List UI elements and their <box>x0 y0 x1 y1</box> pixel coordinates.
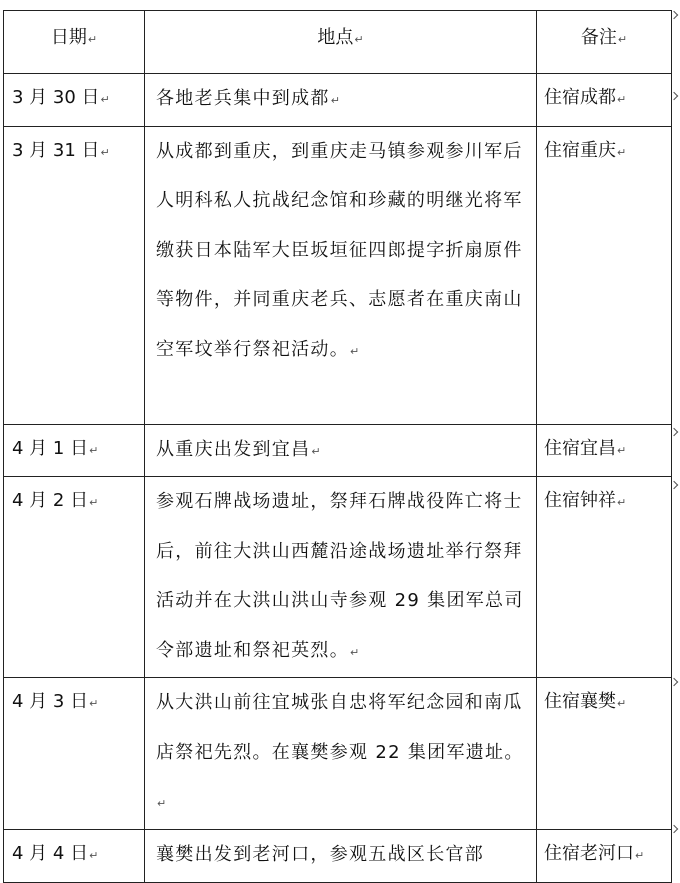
header-date-cell <box>4 11 145 74</box>
paragraph-mark-icon: ↵ <box>617 443 627 457</box>
note-cell <box>537 424 672 477</box>
header-note: 备注 <box>580 27 617 48</box>
paragraph-mark-icon: ↵ <box>89 848 99 862</box>
paragraph-mark-icon: ↵ <box>89 496 99 509</box>
paragraph-mark-icon: ↵ <box>311 444 322 458</box>
row-date: 4 月 3 日 <box>12 691 89 712</box>
place-cell <box>145 126 537 424</box>
header-place: 地点 <box>317 27 354 48</box>
note-cell <box>537 678 672 830</box>
header-note-cell <box>537 11 672 74</box>
table-row <box>4 829 672 882</box>
row-place: 参观石牌战场遗址，祭拜石牌战役阵亡将士后，前往大洪山西麓沿途战场遗址举行祭拜活动并在大洪山洪山寺参观 29 集团军总司令部遗址和祭祀英烈。 <box>156 491 524 661</box>
table-row <box>4 74 672 127</box>
note-cell <box>537 74 672 127</box>
note-cell <box>537 477 672 678</box>
paragraph-mark-icon: ↵ <box>350 645 361 659</box>
paragraph-mark-icon: ↵ <box>89 443 99 457</box>
paragraph-mark-icon: ↵ <box>617 93 627 106</box>
paragraph-mark-icon: ↵ <box>354 33 364 46</box>
row-note: 住宿老河口 <box>544 842 634 864</box>
paragraph-mark-icon: ↵ <box>617 496 627 509</box>
table-row <box>4 126 672 424</box>
paragraph-mark-icon: ↵ <box>330 94 342 107</box>
row-note: 住宿成都 <box>544 87 616 108</box>
row-note: 住宿钟祥 <box>544 490 616 511</box>
date-cell <box>4 477 145 678</box>
paragraph-mark-icon: ↵ <box>350 344 361 358</box>
row-place: 各地老兵集中到成都 <box>156 88 330 109</box>
row-date: 3 月 30 日 <box>12 87 100 108</box>
date-cell <box>4 74 145 127</box>
row-place: 从重庆出发到宜昌 <box>156 438 311 460</box>
date-cell <box>4 829 145 882</box>
row-date: 4 月 1 日 <box>12 437 89 459</box>
row-note: 住宿宜昌 <box>544 437 616 459</box>
note-cell <box>537 126 672 424</box>
paragraph-mark-icon: ↵ <box>157 797 168 810</box>
note-cell <box>537 829 672 882</box>
row-date: 4 月 4 日 <box>12 842 89 864</box>
itinerary-table <box>3 10 672 883</box>
row-place: 从成都到重庆，到重庆走马镇参观参川军后人明科私人抗战纪念馆和珍藏的明继光将军缴获日本陆军大臣坂垣征四郎提字折扇原件等物件，并同重庆老兵、志愿者在重庆南山空军坟举行祭祀活动。 <box>156 140 523 360</box>
table-row <box>4 678 672 830</box>
paragraph-mark-icon: ↵ <box>617 145 627 159</box>
paragraph-mark-icon: ↵ <box>635 848 645 862</box>
table-row <box>4 477 672 678</box>
header-date: 日期 <box>50 27 87 48</box>
paragraph-mark-icon: ↵ <box>87 33 98 46</box>
row-note: 住宿襄樊 <box>544 691 616 712</box>
place-cell <box>145 678 537 830</box>
place-cell <box>145 829 537 882</box>
paragraph-mark-icon: ↵ <box>100 145 110 159</box>
place-cell <box>145 477 537 678</box>
row-date: 3 月 31 日 <box>12 139 100 161</box>
row-date: 4 月 2 日 <box>12 490 89 511</box>
date-cell <box>4 678 145 830</box>
row-place: 襄樊出发到老河口，参观五战区长官部 <box>156 843 485 865</box>
date-cell <box>4 424 145 477</box>
date-cell <box>4 126 145 424</box>
paragraph-mark-icon: ↵ <box>89 697 99 710</box>
row-place: 从大洪山前往宜城张自忠将军纪念园和南瓜店祭祀先烈。在襄樊参观 22 集团军遗址。 <box>156 692 524 763</box>
row-note: 住宿重庆 <box>544 139 616 161</box>
paragraph-mark-icon: ↵ <box>617 33 628 46</box>
paragraph-mark-icon: ↵ <box>100 93 110 106</box>
paragraph-mark-icon: ↵ <box>617 697 627 710</box>
